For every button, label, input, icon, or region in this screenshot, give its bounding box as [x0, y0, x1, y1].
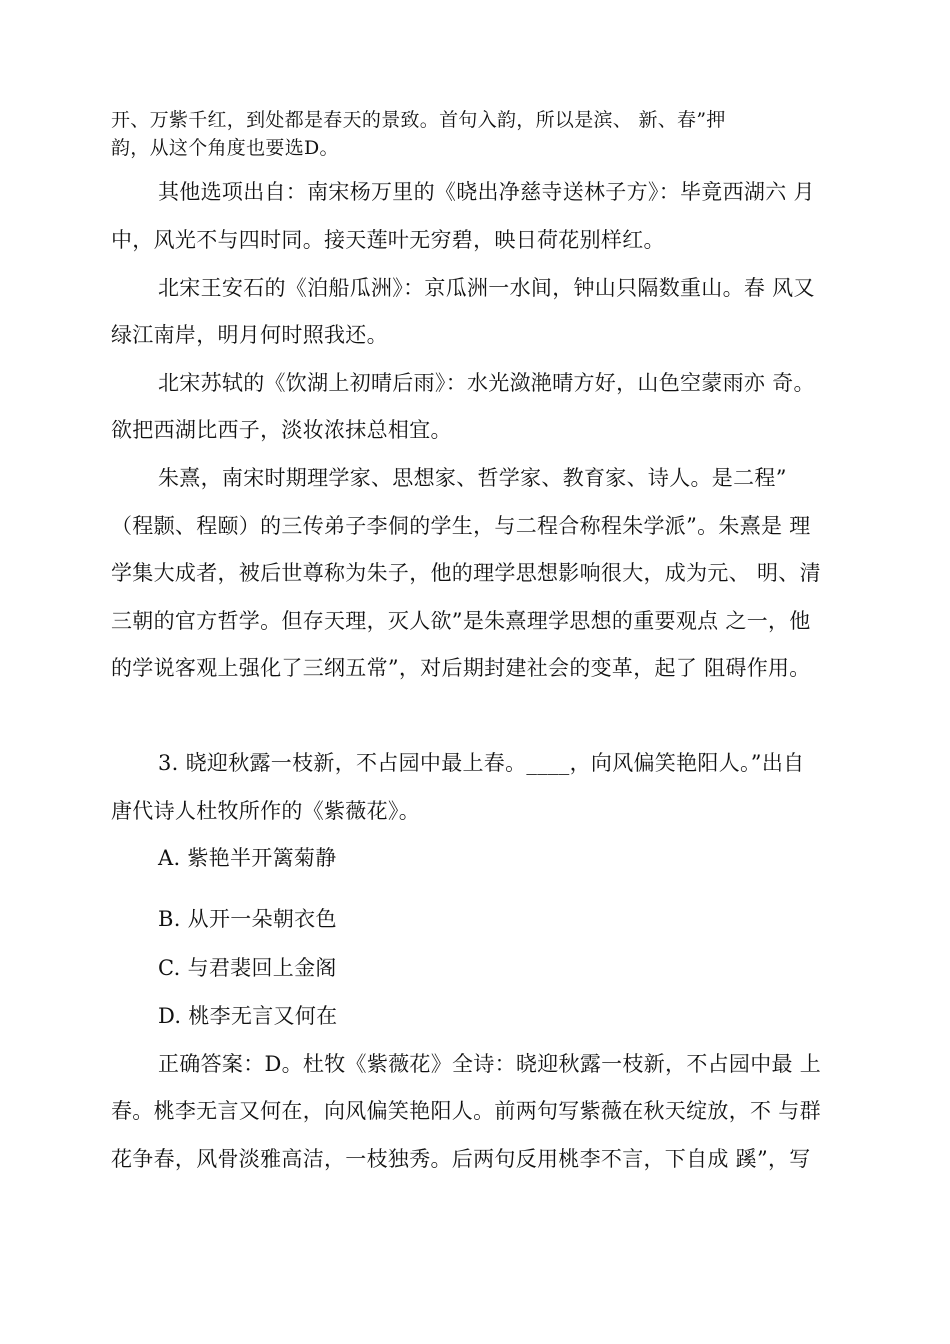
text-line: 欲把西湖比西子，淡妆浓抹总相宜。 [111, 418, 452, 442]
text-line: 其他选项出自：南宋杨万里的《晓出净慈寺送林子方》：毕竟西湖六 月 [158, 180, 815, 204]
text-line: 北宋苏轼的《饮湖上初晴后雨》：水光潋滟晴方好，山色空蒙雨亦 奇。 [158, 371, 815, 395]
answer-line: 花争春，风骨淡雅高洁，一枝独秀。后两句反用桃李不言，下自成 蹊”，写 [111, 1147, 811, 1171]
text-line: 的学说客观上强化了三纲五常”，对后期封建社会的变革，起了 阻碍作用。 [111, 656, 811, 680]
text-line: 三朝的官方哲学。但存天理，灭人欲”是朱熹理学思想的重要观点 之一，他 [111, 609, 811, 633]
text-line: 中，风光不与四时同。接天莲叶无穷碧，映日荷花别样红。 [111, 228, 665, 252]
option-b: B. 从开一朵朝衣色 [158, 907, 337, 931]
text-line: （程颢、程颐）的三传弟子李侗的学生，与二程合称程朱学派”。朱熹是 理 [111, 514, 811, 538]
option-c: C. 与君裴回上金阁 [158, 956, 337, 980]
text-line: 绿江南岸，明月何时照我还。 [111, 323, 388, 347]
text-line: 北宋王安石的《泊船瓜洲》：京瓜洲一水间，钟山只隔数重山。春 风又 [158, 276, 815, 300]
answer-line: 正确答案：D。杜牧《紫薇花》全诗：晓迎秋露一枝新，不占园中最 上 [158, 1052, 822, 1076]
option-a: A. 紫艳半开篱菊静 [158, 846, 337, 870]
question-stem: 唐代诗人杜牧所作的《紫薇花》。 [111, 799, 420, 823]
answer-line: 春。桃李无言又何在，向风偏笑艳阳人。前两句写紫薇在秋天绽放，不 与群 [111, 1099, 821, 1123]
question-stem: 3. 晓迎秋露一枝新，不占园中最上春。____，向风偏笑艳阳人。”出自 [158, 751, 805, 775]
text-line: 开、万紫千红，到处都是春天的景致。首句入韵，所以是滨、 新、春”押 [111, 109, 726, 131]
text-line: 朱熹，南宋时期理学家、思想家、哲学家、教育家、诗人。是二程” [158, 466, 787, 490]
text-line: 学集大成者，被后世尊称为朱子，他的理学思想影响很大，成为元、 明、清 [111, 561, 821, 585]
option-d: D. 桃李无言又何在 [158, 1004, 338, 1028]
text-line: 韵，从这个角度也要选D。 [111, 137, 339, 159]
